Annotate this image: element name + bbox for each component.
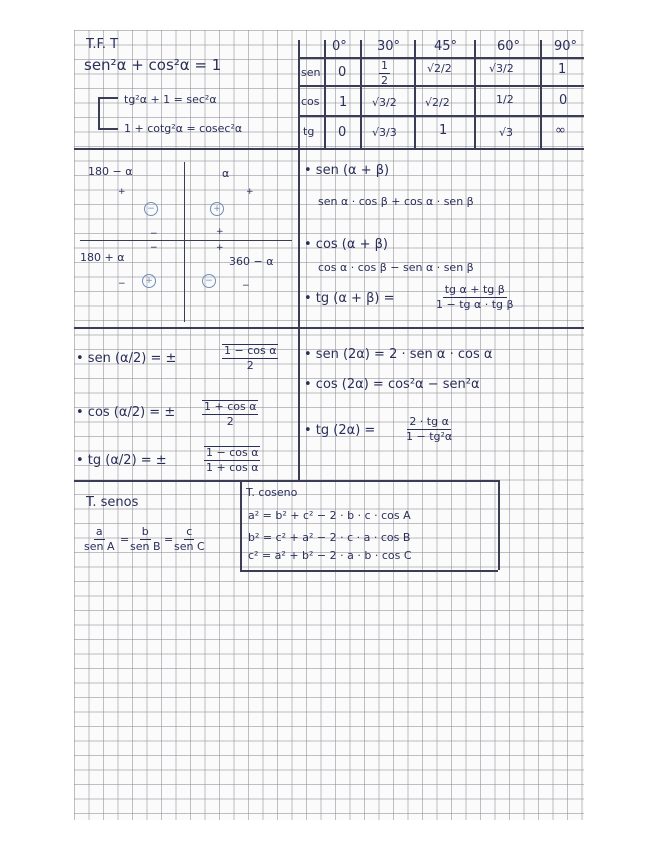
pythagorean-identity: sen²α + cos²α = 1	[84, 56, 222, 74]
row-label-sen: sen	[301, 66, 321, 79]
title-tft: T.F. T	[86, 37, 119, 52]
half-sen-num: 1 − cos α	[222, 344, 278, 359]
law-sines-sen-a: sen A	[84, 540, 115, 554]
quadrant-2-label: 180 − α	[88, 165, 133, 178]
cos-60: 1/2	[496, 93, 514, 106]
q4-sin-minus: −	[242, 281, 250, 291]
sum-tg-label: • tg (α + β) =	[304, 291, 395, 306]
cos-0: 1	[339, 95, 348, 110]
law-sines-b: b	[140, 526, 151, 540]
sum-tg-fraction	[434, 284, 516, 311]
law-sines-a: a	[94, 526, 105, 540]
half-sen-fraction	[222, 344, 278, 372]
laws-divider	[240, 480, 242, 570]
double-tg-num: 2 · tg α	[407, 416, 451, 430]
row-label-tg: tg	[303, 125, 315, 138]
half-sen-den: 2	[246, 359, 254, 373]
law-cosines-line-2: b² = c² + a² − 2 · c · a · cos B	[248, 531, 411, 544]
table-col-line-3	[474, 40, 476, 148]
law-sines-frac-c	[172, 526, 207, 553]
law-cosines-line-3: c² = a² + b² − 2 · a · b · cos C	[248, 549, 412, 562]
q2-cos-minus: −	[150, 229, 158, 239]
q1-cos-plus: +	[216, 227, 224, 237]
double-sen: • sen (2α) = 2 · sen α · cos α	[304, 347, 493, 362]
graph-paper-sheet	[74, 30, 584, 820]
angle-header-45: 45°	[434, 39, 458, 54]
sum-tg-num: tg α + tg β	[443, 284, 507, 298]
sen-60: √3/2	[489, 62, 514, 75]
q3-circled-plus: +	[142, 274, 156, 288]
laws-right-border	[498, 480, 500, 570]
half-tg-fraction	[204, 446, 260, 474]
q4-circled-minus: −	[202, 274, 216, 288]
quadrant-vertical-axis	[184, 162, 185, 322]
q1-circled-plus: +	[210, 202, 224, 216]
q1-sin-plus: +	[246, 187, 254, 197]
table-col-line-4	[540, 40, 542, 148]
row-label-cos: cos	[301, 95, 320, 108]
tg-0: 0	[338, 125, 347, 140]
sum-cos-label: • cos (α + β)	[304, 237, 388, 252]
half-sen-label: • sen (α/2) = ±	[76, 351, 177, 366]
q3-cos-minus: −	[150, 243, 158, 253]
laws-bottom-line	[240, 570, 498, 572]
half-tg-den: 1 + cos α	[206, 461, 259, 475]
double-tg-fraction	[404, 416, 454, 443]
q2-circled-minus: −	[144, 202, 158, 216]
law-sines-eq-1: =	[120, 533, 130, 546]
quadrant-horizontal-axis	[80, 240, 292, 241]
half-tg-num: 1 − cos α	[204, 446, 260, 461]
q3-sin-minus: −	[118, 279, 126, 289]
law-sines-sen-b: sen B	[130, 540, 161, 554]
law-cosines-line-1: a² = b² + c² − 2 · b · c · cos A	[248, 509, 411, 522]
angle-header-0: 0°	[332, 39, 347, 54]
half-cos-den: 2	[226, 415, 234, 429]
tg-60: √3	[499, 126, 514, 139]
sen-45: √2/2	[427, 62, 452, 75]
law-sines-frac-a	[82, 526, 117, 553]
table-col-line-2	[414, 40, 416, 148]
quadrant-1-label: α	[222, 167, 230, 180]
angle-header-60: 60°	[497, 39, 521, 54]
table-col-line-1	[360, 40, 362, 148]
law-sines-c: c	[184, 526, 194, 540]
quadrant-3-label: 180 + α	[80, 251, 125, 264]
section-line-3	[74, 480, 498, 482]
q4-cos-plus: +	[216, 243, 224, 253]
sen-30-num: 1	[379, 60, 390, 74]
identity-cotg: 1 + cotg²α = cosec²α	[124, 122, 243, 135]
half-cos-num: 1 + cos α	[202, 400, 258, 415]
law-sines-sen-c: sen C	[174, 540, 205, 554]
bracket-vertical	[98, 97, 100, 129]
cos-45: √2/2	[425, 96, 450, 109]
half-tg-label: • tg (α/2) = ±	[76, 453, 167, 468]
half-cos-fraction	[202, 400, 258, 428]
double-tg-den: 1 − tg²α	[406, 430, 453, 444]
tg-30: √3/3	[372, 126, 397, 139]
cos-90: 0	[559, 93, 568, 108]
sen-30-den: 2	[381, 74, 388, 88]
bracket-top	[98, 97, 118, 99]
double-tg-label: • tg (2α) =	[304, 423, 376, 438]
angle-header-30: 30°	[377, 39, 401, 54]
cos-30: √3/2	[372, 96, 397, 109]
sum-sen-label: • sen (α + β)	[304, 163, 390, 178]
bracket-bottom	[98, 128, 118, 130]
law-sines-eq-2: =	[164, 533, 174, 546]
sen-90: 1	[558, 62, 567, 77]
middle-divider	[298, 148, 300, 480]
law-cosines-title: T. coseno	[246, 486, 298, 499]
angle-header-90: 90°	[554, 39, 578, 54]
double-cos: • cos (2α) = cos²α − sen²α	[304, 377, 480, 392]
tg-90: ∞	[555, 123, 566, 138]
sum-tg-den: 1 − tg α · tg β	[436, 298, 514, 312]
table-col-line-0	[324, 40, 326, 148]
half-cos-label: • cos (α/2) = ±	[76, 405, 176, 420]
tg-45: 1	[439, 123, 448, 138]
sum-cos-body: cos α · cos β − sen α · sen β	[318, 261, 474, 274]
sen-0: 0	[338, 65, 347, 80]
law-sines-title: T. senos	[86, 495, 139, 510]
quadrant-4-label: 360 − α	[229, 255, 274, 268]
law-sines-frac-b	[128, 526, 163, 553]
sen-30-fraction	[379, 60, 390, 87]
sum-sen-body: sen α · cos β + cos α · sen β	[318, 195, 474, 208]
section-line-1	[74, 148, 584, 150]
section-line-2	[74, 327, 584, 329]
q2-sin-plus: +	[118, 187, 126, 197]
identity-tg: tg²α + 1 = sec²α	[124, 93, 217, 106]
